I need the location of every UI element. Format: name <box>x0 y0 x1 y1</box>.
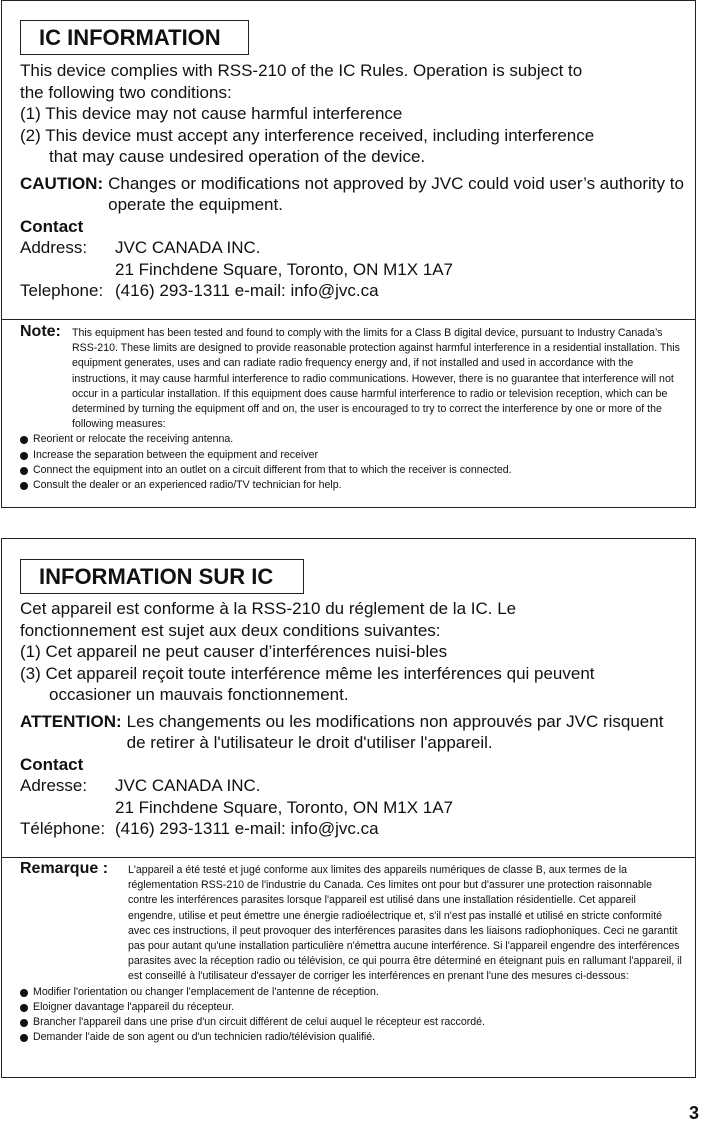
note-label: Note: <box>20 323 61 340</box>
attention <box>20 711 685 754</box>
section-title: INFORMATION SUR IC <box>20 559 304 594</box>
note-text: This equipment has been tested and found to comply with the limits for a Class B digital device, pursuant to Industry Canada’s RSS-210. These limits are designed to provide reasonable protection against harmful interference in a residential installation. This equipment generates, uses and can radiate radio frequency energy and, if not installed and used in accordance with the instructions, it may cause harmful interference to radio communications. However, there is no guarantee that interference will not occur in a particular installation. If this equipment does cause harmful interference to radio or television reception, which can be determined by turning the equipment off and on, the user is encouraged to try to correct the interference by one or more of the following measures: <box>72 327 680 431</box>
note-block <box>20 861 683 1045</box>
address-line-2: 21 Finchdene Square, Toronto, ON M1X 1A7 <box>115 797 453 817</box>
phone-row <box>20 280 685 302</box>
address-line-1: JVC CANADA INC. <box>115 776 261 795</box>
divider <box>2 857 695 858</box>
divider <box>2 319 695 320</box>
list-item: Eloigner davantage l'appareil du récepteur. <box>20 1000 683 1015</box>
measures-list <box>20 432 683 493</box>
phone-value: (416) 293-1311 e-mail: info@jvc.ca <box>115 281 379 300</box>
condition-2-cont: occasioner un mauvais fonctionnement. <box>49 685 349 704</box>
list-item: Increase the separation between the equipment and receiver <box>20 448 683 463</box>
bullet-icon <box>20 467 28 475</box>
list-item: Reorient or relocate the receiving antenna. <box>20 432 683 447</box>
ic-information-section <box>1 0 696 508</box>
intro-line: the following two conditions: <box>20 82 232 102</box>
list-item: Demander l'aide de son agent ou d'un technicien radio/télévision qualifié. <box>20 1030 683 1045</box>
phone-label: Telephone: <box>20 281 104 300</box>
intro-line: fonctionnement est sujet aux deux conditions suivantes: <box>20 620 441 640</box>
contact-heading: Contact <box>20 216 84 236</box>
address-label: Adresse: <box>20 776 88 795</box>
note-label: Remarque : <box>20 860 109 877</box>
address-line-1: JVC CANADA INC. <box>115 238 261 257</box>
bullet-icon <box>20 1019 28 1027</box>
attention-label: ATTENTION: <box>20 711 122 731</box>
section-body <box>20 60 685 302</box>
address-line-2: 21 Finchdene Square, Toronto, ON M1X 1A7 <box>115 259 453 279</box>
address-row <box>20 237 685 259</box>
list-item: Connect the equipment into an outlet on a circuit different from that to which the receiver is connected. <box>20 463 683 478</box>
attention-text: Les changements ou les modifications non approuvés par JVC risquent de retirer à l'utilisateur le droit d'utiliser l'appareil. <box>126 711 664 752</box>
condition-1: (1) This device may not cause harmful interference <box>20 104 403 123</box>
address-row-2 <box>20 259 685 281</box>
condition-2: (3) Cet appareil reçoit toute interférence même les interférences qui peuvent <box>20 663 595 683</box>
intro-line: This device complies with RSS-210 of the IC Rules. Operation is subject to <box>20 61 583 80</box>
caution <box>20 173 685 216</box>
caution-label: CAUTION: <box>20 173 104 193</box>
measures-list <box>20 985 683 1046</box>
section-title: IC INFORMATION <box>20 20 249 55</box>
list-item: Brancher l'appareil dans une prise d'un circuit différent de celui auquel le récepteur est raccordé. <box>20 1015 683 1030</box>
note-block <box>20 324 683 493</box>
condition-2: (2) This device must accept any interference received, including interference <box>20 125 595 145</box>
list-item: Consult the dealer or an experienced radio/TV technician for help. <box>20 478 683 493</box>
condition-2-cont: that may cause undesired operation of the device. <box>49 147 426 166</box>
phone-row <box>20 818 685 840</box>
address-row-2 <box>20 797 685 819</box>
contact-heading: Contact <box>20 754 84 774</box>
bullet-icon <box>20 436 28 444</box>
address-label: Address: <box>20 238 88 257</box>
address-row <box>20 775 685 797</box>
bullet-icon <box>20 1034 28 1042</box>
information-sur-ic-section <box>1 538 696 1078</box>
condition-1: (1) Cet appareil ne peut causer d’interférences nuisi-bles <box>20 642 448 661</box>
bullet-icon <box>20 452 28 460</box>
page-number: 3 <box>688 1103 699 1123</box>
phone-label: Téléphone: <box>20 819 106 838</box>
bullet-icon <box>20 482 28 490</box>
list-item: Modifier l'orientation ou changer l'emplacement de l'antenne de réception. <box>20 985 683 1000</box>
note-text: L'appareil a été testé et jugé conforme aux limites des appareils numériques de classe B, aux termes de la réglementation RSS-210 de l'industrie du Canada. Ces limites ont pour but d'assurer une protection raisonnable contre les interférences parasites lorsque l'appareil est utilisé dans une installation résidentielle. Cet appareil engendre, utilise et peut émettre une énergie radioélectrique et, s'il n'est pas installé et utilisé en stricte conformité avec ces instructions, il peut provoquer des interférences parasites dans les liaisons radiophoniques. Ceci ne garantit pas pour autant qu'une installation particulière n'émettra aucune interférence. Si l'appareil engendre des interférences parasites avec la réception radio ou télévision, ce qui pourra être déterminé en éteignant puis en rallumant l'appareil, il est conseillé à l'utilisateur d'essayer de corriger les interférences en prenant l'une des mesures ci-dessous: <box>128 864 682 983</box>
bullet-icon <box>20 1004 28 1012</box>
section-body <box>20 598 685 840</box>
bullet-icon <box>20 989 28 997</box>
caution-text: Changes or modifications not approved by JVC could void user’s authority to operate the equipment. <box>108 173 684 214</box>
phone-value: (416) 293-1311 e-mail: info@jvc.ca <box>115 819 379 838</box>
intro-line: Cet appareil est conforme à la RSS-210 du réglement de la IC. Le <box>20 599 517 618</box>
